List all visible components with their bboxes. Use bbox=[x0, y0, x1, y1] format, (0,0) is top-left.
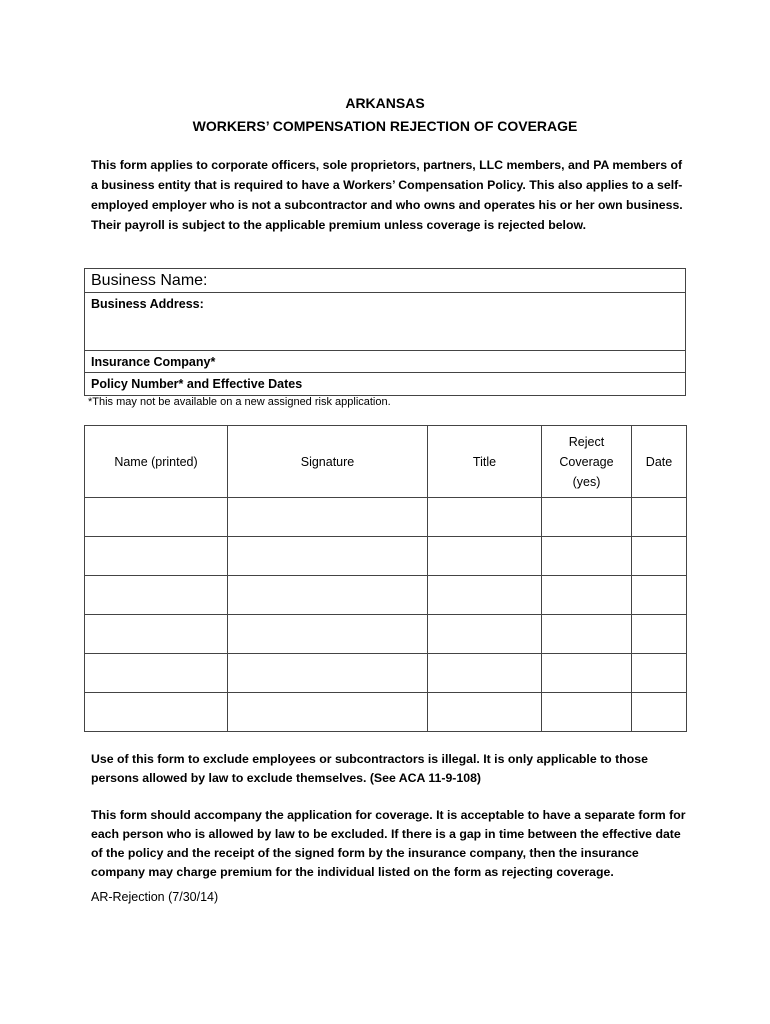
table-row bbox=[85, 615, 687, 654]
cell-name[interactable] bbox=[85, 537, 228, 576]
cell-reject-coverage[interactable] bbox=[542, 693, 632, 732]
header-title: Title bbox=[428, 426, 542, 498]
form-id: AR-Rejection (7/30/14) bbox=[91, 890, 219, 904]
cell-title[interactable] bbox=[428, 615, 542, 654]
cell-date[interactable] bbox=[632, 654, 687, 693]
business-address-field[interactable]: Business Address: bbox=[85, 293, 685, 351]
cell-signature[interactable] bbox=[228, 498, 428, 537]
cell-signature[interactable] bbox=[228, 537, 428, 576]
header-date: Date bbox=[632, 426, 687, 498]
table-row bbox=[85, 693, 687, 732]
cell-date[interactable] bbox=[632, 576, 687, 615]
cell-reject-coverage[interactable] bbox=[542, 498, 632, 537]
policy-number-field[interactable]: Policy Number* and Effective Dates bbox=[91, 377, 303, 391]
cell-signature[interactable] bbox=[228, 615, 428, 654]
cell-name[interactable] bbox=[85, 654, 228, 693]
business-info-box bbox=[84, 268, 686, 396]
cell-date[interactable] bbox=[632, 537, 687, 576]
cell-date[interactable] bbox=[632, 693, 687, 732]
table-header-row bbox=[85, 426, 687, 498]
cell-name[interactable] bbox=[85, 498, 228, 537]
cell-date[interactable] bbox=[632, 498, 687, 537]
cell-reject-coverage[interactable] bbox=[542, 615, 632, 654]
cell-title[interactable] bbox=[428, 537, 542, 576]
cell-title[interactable] bbox=[428, 693, 542, 732]
table-row bbox=[85, 498, 687, 537]
cell-title[interactable] bbox=[428, 654, 542, 693]
header-reject-coverage: Reject Coverage (yes) bbox=[542, 426, 632, 498]
header-name: Name (printed) bbox=[85, 426, 228, 498]
cell-signature[interactable] bbox=[228, 576, 428, 615]
table-row bbox=[85, 576, 687, 615]
form-title: WORKERS’ COMPENSATION REJECTION OF COVERAGE bbox=[192, 118, 578, 134]
cell-title[interactable] bbox=[428, 498, 542, 537]
cell-title[interactable] bbox=[428, 576, 542, 615]
cell-date[interactable] bbox=[632, 615, 687, 654]
cell-reject-coverage[interactable] bbox=[542, 576, 632, 615]
instruction-note: This form should accompany the application for coverage. It is acceptable to have a separate form for each person who is allowed by law to be excluded. If there is a gap in time between the effective date of the policy and the receipt of the signed form by the insurance company, then the insurance company may charge premium for the individual listed on the form as rejecting coverage. bbox=[91, 808, 686, 879]
state-title: ARKANSAS bbox=[345, 95, 425, 111]
cell-reject-coverage[interactable] bbox=[542, 654, 632, 693]
business-name-field[interactable]: Business Name: bbox=[85, 269, 685, 293]
cell-signature[interactable] bbox=[228, 693, 428, 732]
footnote: *This may not be available on a new assigned risk application. bbox=[88, 396, 391, 408]
cell-reject-coverage[interactable] bbox=[542, 537, 632, 576]
header-signature: Signature bbox=[228, 426, 428, 498]
legal-note: Use of this form to exclude employees or subcontractors is illegal. It is only applicable to those persons allowed by law to exclude themselves. (See ACA 11-9-108) bbox=[91, 752, 648, 785]
table-row bbox=[85, 654, 687, 693]
table-row bbox=[85, 537, 687, 576]
cell-name[interactable] bbox=[85, 615, 228, 654]
cell-name[interactable] bbox=[85, 576, 228, 615]
insurance-company-field[interactable]: Insurance Company* bbox=[85, 351, 685, 373]
intro-paragraph: This form applies to corporate officers, sole proprietors, partners, LLC members, and PA members of a business entity that is required to have a Workers’ Compensation Policy. This also applies to a self-employed employer who is not a subcontractor and who owns and operates his or her own business. Their payroll is subject to the applicable premium unless coverage is rejected below. bbox=[91, 158, 683, 232]
cell-signature[interactable] bbox=[228, 654, 428, 693]
signature-table bbox=[84, 425, 687, 732]
cell-name[interactable] bbox=[85, 693, 228, 732]
